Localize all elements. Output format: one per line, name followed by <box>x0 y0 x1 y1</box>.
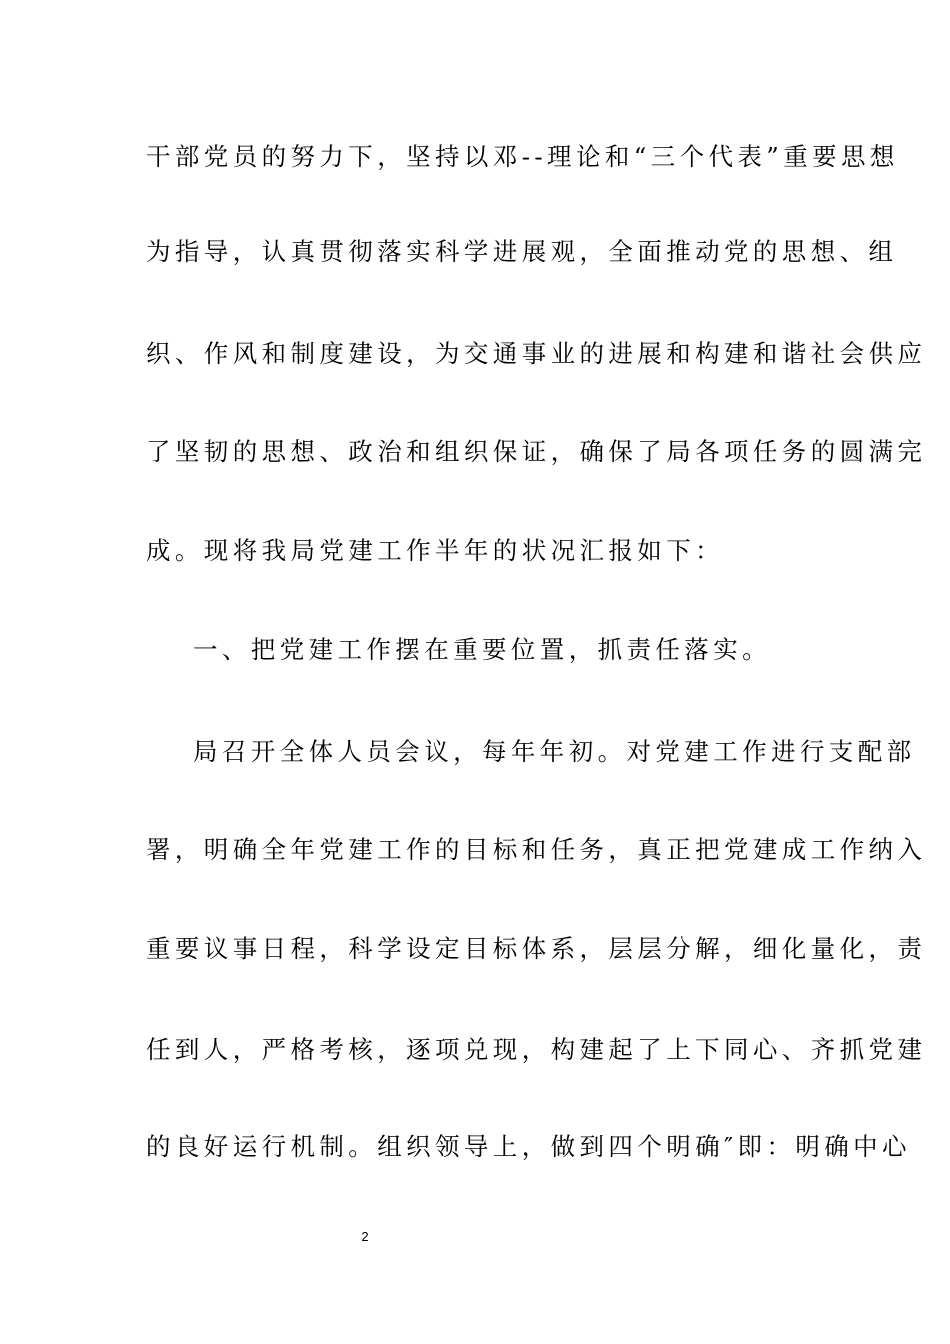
body-text-line: 为指导，认真贯彻落实科学进展观，全面推动党的思想、组 <box>146 237 898 266</box>
body-text-line: 织、作风和制度建设，为交通事业的进展和构建和谐社会供应 <box>146 339 927 368</box>
body-text-line: 干部党员的努力下，坚持以邓--理论和“三个代表”重要思想 <box>146 142 899 171</box>
body-text-line: 重要议事日程，科学设定目标体系，层层分解，细化量化，责 <box>146 934 927 963</box>
body-text-line: 成。现将我局党建工作半年的状况汇报如下： <box>146 536 724 565</box>
body-text-line: 署，明确全年党建工作的目标和任务，真正把党建成工作纳入 <box>146 835 927 864</box>
body-text-line: 的良好运行机制。组织领导上，做到四个明确″即：明确中心 <box>146 1132 911 1161</box>
page-number: 2 <box>361 1229 369 1244</box>
section-heading: 一、把党建工作摆在重要位置，抓责任落实。 <box>193 635 771 664</box>
body-text-line: 任到人，严格考核，逐项兑现，构建起了上下同心、齐抓党建 <box>146 1035 927 1064</box>
body-text-line: 了坚韧的思想、政治和组织保证，确保了局各项任务的圆满完 <box>146 437 927 466</box>
paragraph-first-line: 局召开全体人员会议，每年年初。对党建工作进行支配部 <box>193 737 916 766</box>
